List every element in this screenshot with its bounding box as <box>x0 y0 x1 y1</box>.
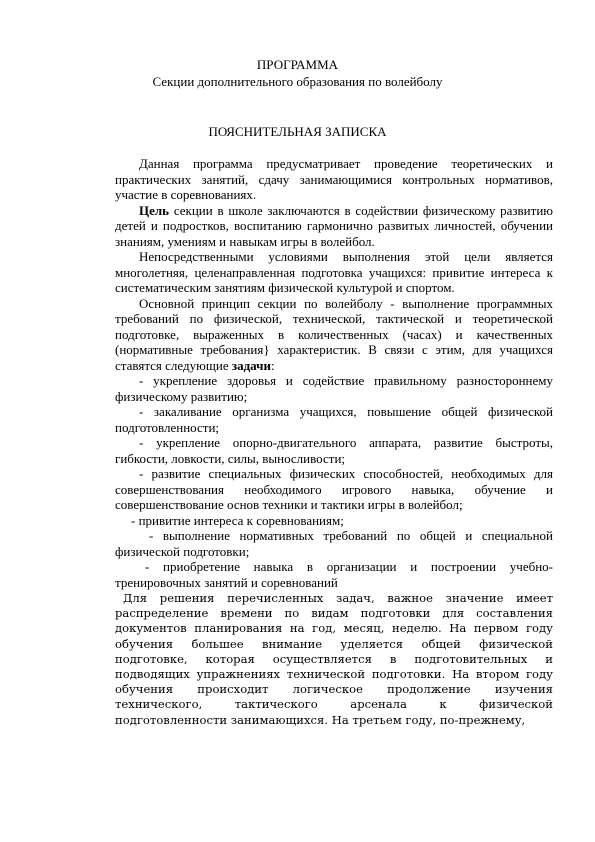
goal-text: секции в школе заключаются в содействии физическому развитию детей и подростков, воспитанию гармонично развитых личностей, обучении знаниям, умениям и навыкам игры в волейбол. <box>115 202 553 249</box>
document-header <box>0 56 595 90</box>
paragraph-conditions: Непосредственными условиями выполнения этой цели является многолетняя, целенаправленная подготовка учащихся: привитие интереса к систематическим занятиям физической культурой и спортом. <box>115 249 553 295</box>
principle-end: : <box>270 357 275 373</box>
document-subtitle: Секции дополнительного образования по волейболу <box>152 74 443 89</box>
principle-text: Основной принцип секции по волейболу - выполнение программных требований по физической, технической, тактической и теоретической подготовке, выраженных в количественных (часах) и качественных (нормативные требования} характеристик. В связи с этим, для учащихся ставятся следующие <box>115 295 553 373</box>
paragraph-goal <box>115 203 553 250</box>
list-item: - привитие интереса к соревнованиям; <box>131 512 344 528</box>
paragraph-principle <box>115 296 553 374</box>
tasks-label: задачи <box>231 357 271 373</box>
goal-label: Цель <box>139 202 170 218</box>
list-item: - закаливание организма учащихся, повышение общей физической подготовленности; <box>115 404 553 435</box>
paragraph-closing: Для решения перечисленных задач, важное значение имеет распределение времени по видам подготовки для составления документов планирования на год, месяц, неделю. На первом году обучения большее внимание уделяется общей физической подготовке, которая осуществляется в подготовительных и подводящих упражнениях технической подготовки. На втором году обучения происходит логическое продолжение изучения технического, тактического арсенала к физической подготовленности занимающихся. На третьем году, по-прежнему, <box>115 591 553 727</box>
document-body <box>115 156 553 728</box>
document-title: ПРОГРАММА <box>256 57 339 72</box>
list-item: - укрепление опорно-двигательного аппарата, развитие быстроты, гибкости, ловкости, силы, выносливости; <box>115 435 553 466</box>
list-item: - развитие специальных физических способностей, необходимых для совершенствования необходимого игрового навыка, обучение и совершенствование основ техники и тактики игры в волейбол; <box>115 466 553 512</box>
paragraph-intro: Данная программа предусматривает проведение теоретических и практических занятий, сдачу занимающимися контрольных нормативов, участие в соревнованиях. <box>115 156 553 202</box>
list-item: - укрепление здоровья и содействие правильному разностороннему физическому развитию; <box>115 373 553 404</box>
list-item: - приобретение навыка в организации и построении учебно-тренировочных занятий и соревнований <box>115 559 553 590</box>
section-title: ПОЯСНИТЕЛЬНАЯ ЗАПИСКА <box>208 124 387 139</box>
list-item: - выполнение нормативных требований по общей и специальной физической подготовки; <box>115 528 553 559</box>
